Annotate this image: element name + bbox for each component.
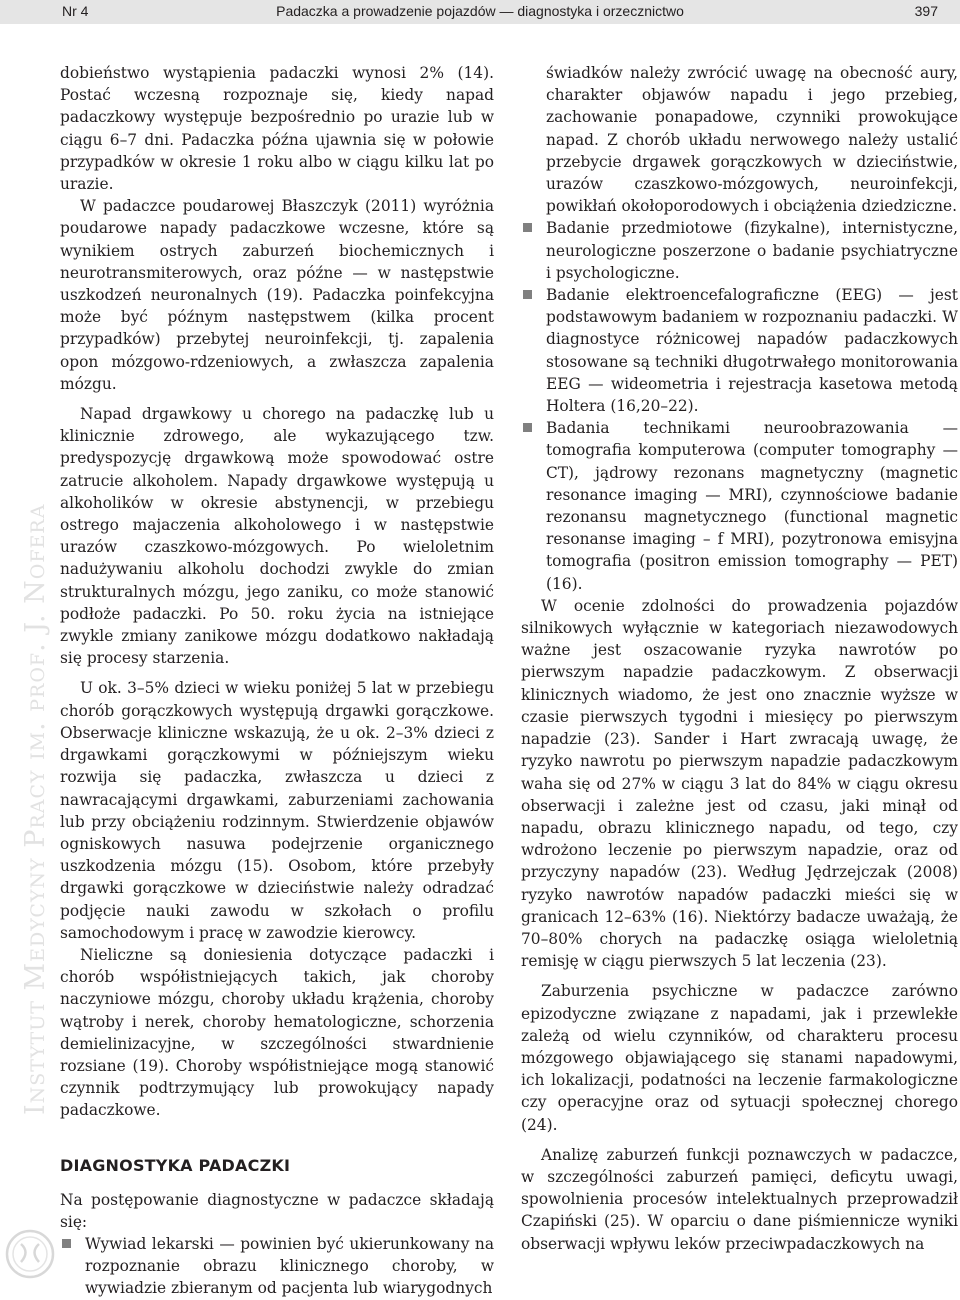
left-column [60, 62, 494, 1300]
bullet-square-icon [523, 223, 532, 232]
list-item-text: świadków należy zwrócić uwagę na obecność aury, charakter objawów napadu i jego przebieg, zachowanie ponapadowe, czynniki prowokujące napad. Z chorób układu nerwowego należy ustalić przebycie drgawek gorączkowych w dzieciństwie, urazów czaszkowo-mózgowych, neuroinfekcji, powikłań okołoporodowych i obciążenia dziedziczne. [546, 64, 958, 216]
side-watermark: Instytut Medycyny Pracy im. prof. J. Nofera [20, 503, 51, 1115]
paragraph: Napad drgawkowy u chorego na padaczkę lub u klinicznie zdrowego, ale wykazującego tzw. predyspozycję drgawkową może spowodować ostre zatrucie alkoholem. Napady drgawkowe występują u alkoholików w okresie abstynencji, w przebiegu ostrego majaczenia alkoholowego i w następstwie urazów czaszkowo-mózgowych. Po wieloletnim nadużywaniu alkoholu dochodzi zwykle do zmian strukturalnych mózgu, jego zaniku, co może stanowić podłoże padaczki. Po 50. roku życia na istniejące zwykle zmiany zanikowe mózgu dodatkowo nakładają się procesy starzenia. [60, 405, 494, 668]
section-intro: Na postępowanie diagnostyczne w padaczce składają się: [60, 1190, 494, 1231]
diagnostics-list-continued [521, 62, 958, 595]
diagnostics-list [60, 1233, 494, 1300]
list-item-text: Badanie przedmiotowe (fizykalne), internistyczne, neurologiczne poszerzone o badanie psychiatryczne i psychologiczne. [546, 219, 958, 282]
bullet-square-icon [62, 1239, 71, 1248]
paragraph: U ok. 3–5% dzieci w wieku poniżej 5 lat w przebiegu chorób gorączkowych występują drgawki gorączkowe. Obserwacje kliniczne wskazują, że u ok. 2–3% dzieci z drgawkami gorączkowymi w późniejszym wieku rozwija się padaczka, zwłaszcza u dzieci z nawracającymi drgawkami, zaburzeniami zachowania lub przy obciążeniu rodzinnym. Stwierdzenie objawów ogniskowych nasuwa podejrzenie organicznego uszkodzenia mózgu (15). Osobom, które przebyły drgawki gorączkowe w dzieciństwie należy odradzać podjęcie nauki zawodu w szkołach o profilu samochodowym i pracę w zawodzie kierowcy. [60, 679, 494, 942]
list-item [521, 417, 958, 595]
list-item-text: Badania technikami neuroobrazowania — tomografia komputerowa (computer tomography — CT), jądrowy rezonans magnetyczny (magnetic resonance imaging — MRI), czynnościowe badanie rezonansu magnetycznego (functional magnetic resonanse imaging – f MRI), pozytronowa emisyjna tomografia (positron emission tomography — PET) (16). [546, 419, 958, 593]
list-item [521, 284, 958, 417]
page-number: 397 [914, 3, 938, 19]
list-item-text: Badanie elektroencefalograficzne (EEG) — jest podstawowym badaniem w rozpoznaniu padaczki. W diagnostyce różnicowej napadów padaczkowych stosowane są techniki długotrwałego monitorowania EEG — wideometria i rejestracja kasetowa metodą Holtera (16,20–22). [546, 286, 958, 416]
paragraph: Zaburzenia psychiczne w padaczce zarówno epizodyczne związane z napadami, jak i przewlekłe zależą od wielu czynników, od charakteru procesu mózgowego objawiającego się stanami napadowymi, ich lokalizacji, podatności na leczenie farmakologiczne czy operacyjne oraz od sytuacji społecznej chorego (24). [521, 982, 958, 1134]
list-item [521, 217, 958, 284]
paragraph: W padaczce poudarowej Błaszczyk (2011) wyróżnia poudarowe napady padaczkowe wczesne, które są wynikiem ostrych zaburzeń biochemicznych i neurotransmiterowych, oraz późne — w następstwie uszkodzeń neuronalnych (19). Padaczka poinfekcyjna może być późnym następstwem (kilka procent przypadków) przebytej neuroinfekcji, tj. zapalenia opon mózgowo-rdzeniowych, a zwłaszcza zapalenia mózgu. [60, 197, 494, 393]
institute-logo-icon [4, 1228, 56, 1280]
list-item [60, 1233, 494, 1300]
issue-number: Nr 4 [62, 3, 89, 19]
paragraph: Nieliczne są doniesienia dotyczące padaczki i chorób współistniejących takich, jak choroby naczyniowe mózgu, choroby układu krążenia, choroby wątroby i nerek, choroby hematologiczne, schorzenia demielinizacyjne, w szczególności stwardnienie rozsiane (19). Choroby współistniejące mogą stanowić czynnik podtrzymujący lub prowokujący napady padaczkowe. [60, 945, 494, 1120]
running-header [0, 0, 960, 24]
bullet-square-icon [523, 423, 532, 432]
paragraph: Analizę zaburzeń funkcji poznawczych w padaczce, w szczególności zaburzeń pamięci, deficytu uwagi, spowolnienia procesów intelektualnych przeprowadził Czapiński (25). W oparciu o dane piśmiennicze wyniki obserwacji wpływu leków przeciwpadaczkowych na [521, 1145, 958, 1253]
paragraph: W ocenie zdolności do prowadzenia pojazdów silnikowych wyłącznie w kategoriach niezawodowych ważne jest oszacowanie ryzyka nawrotów po pierwszym napadzie padaczkowym. Z obserwacji klinicznych wiadomo, że jest ono znacznie wyższe w czasie pierwszych tygodni i miesięcy po pierwszym napadzie (23). Sander i Hart zwracają uwagę, że ryzyko nawrotu po pierwszym napadzie padaczkowym waha się od 27% w ciągu 3 lat do 84% w ciągu okresu obserwacji i zależne jest od czasu, jaki minął od napadu, obrazu klinicznego napadu, od tego, czy wdrożono leczenie po pierwszym napadzie, oraz od przyczyny napadów (23). Według Jędrzejczak (2008) ryzyko nawrotów napadów padaczki mieści się w granicach 12–63% (16). Niektórzy badacze uważają, że 70–80% chorych na padaczkę osiąga wieloletnią remisję w ciągu pierwszych 5 lat leczenia (23). [521, 596, 958, 971]
list-item-continuation [521, 62, 958, 217]
section-heading: DIAGNOSTYKA PADACZKI [60, 1155, 291, 1175]
list-item-text: Wywiad lekarski — powinien być ukierunkowany na rozpoznanie obrazu klinicznego choroby, w wywiadzie zbieranym od pacjenta lub wiarygodnych [85, 1234, 494, 1298]
right-column [521, 62, 958, 1255]
paragraph: dobieństwo wystąpienia padaczki wynosi 2% (14). Postać wczesną rozpoznaje się, kiedy napad padaczkowy występuje bezpośrednio po urazie lub w ciągu 6–7 dni. Padaczka późna ujawnia się w połowie przypadków w okresie 1 roku albo w ciągu kilku lat po urazie. [60, 64, 494, 194]
bullet-square-icon [523, 290, 532, 299]
running-title: Padaczka a prowadzenie pojazdów — diagnostyka i orzecznictwo [276, 3, 684, 19]
